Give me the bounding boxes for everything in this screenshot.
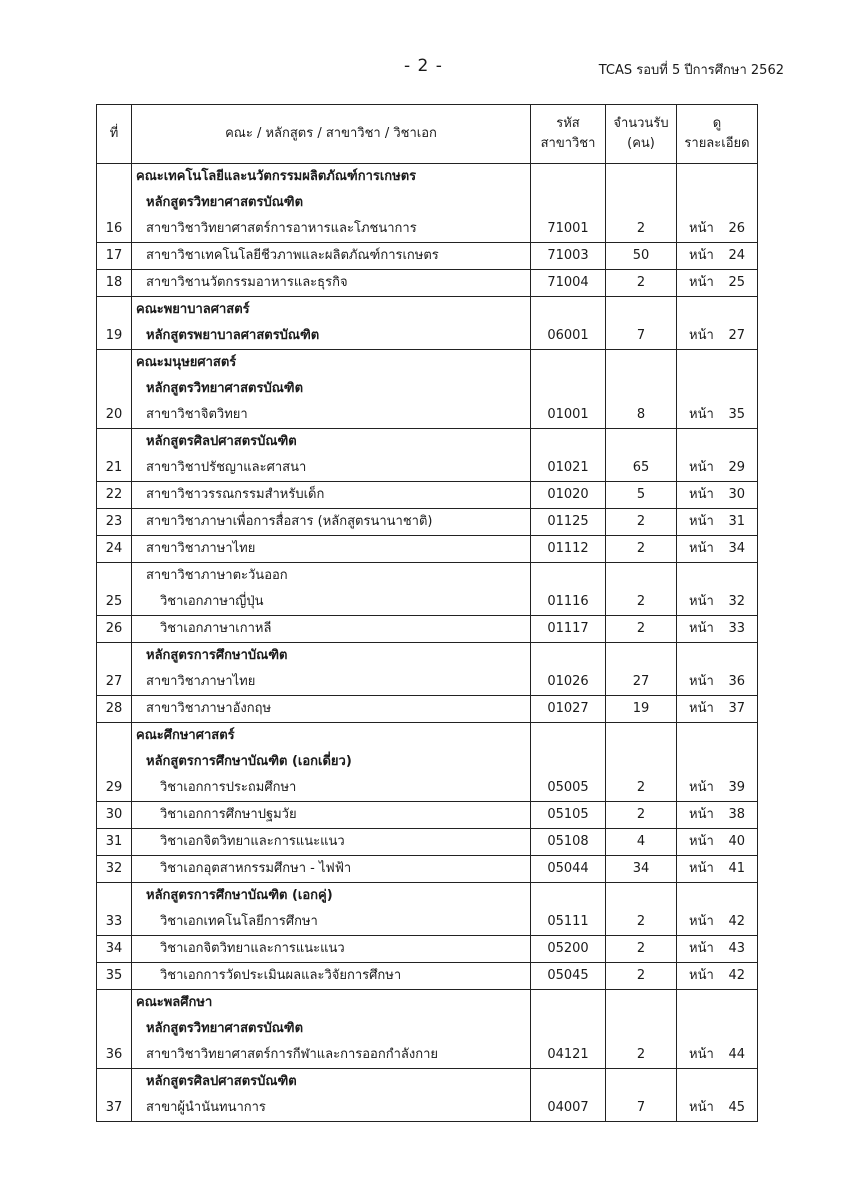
detail-page [677,536,758,563]
major-code: 01020 [531,482,606,509]
page-label: หน้า [689,514,714,529]
detail-page [677,616,758,643]
row-number: 37 [97,1095,132,1122]
major-name: สาขาวิชาจิตวิทยา [132,402,531,429]
header-seats-line1: จำนวนรับ [613,116,669,131]
detail-page [677,429,758,456]
row-number: 23 [97,509,132,536]
program-name: หลักสูตรศิลปศาสตรบัณฑิต [132,1069,531,1096]
table-row [97,856,758,883]
detail-page [677,509,758,536]
table-row [97,936,758,963]
major-name: สาขาวิชาภาษาไทย [132,536,531,563]
page-label: หน้า [689,407,714,422]
page-label: หน้า [689,914,714,929]
page-number-ref: 27 [728,328,745,343]
detail-page [677,455,758,482]
row-number: 24 [97,536,132,563]
seat-count [606,1069,677,1096]
page-label: หน้า [689,460,714,475]
table-row [97,243,758,270]
program-row [97,1069,758,1096]
major-code: 71004 [531,270,606,297]
row-number: 32 [97,856,132,883]
row-number [97,164,132,191]
seat-count: 50 [606,243,677,270]
detail-page [677,936,758,963]
table-row [97,1095,758,1122]
page-label: หน้า [689,941,714,956]
row-number: 19 [97,323,132,350]
table-row [97,270,758,297]
row-number: 34 [97,936,132,963]
major-code [531,723,606,750]
table-row [97,802,758,829]
seat-count [606,563,677,590]
seat-count [606,164,677,191]
major-name: สาขาวิชาวิทยาศาสตร์การกีฬาและการออกกำลังกาย [132,1042,531,1069]
seat-count [606,990,677,1017]
seat-count: 7 [606,1095,677,1122]
detail-page [677,350,758,377]
row-number: 33 [97,909,132,936]
program-row [97,563,758,590]
row-number: 22 [97,482,132,509]
major-code: 04007 [531,1095,606,1122]
detail-page [677,270,758,297]
header-detail [677,105,758,164]
faculty-name: คณะเทคโนโลยีและนวัตกรรมผลิตภัณฑ์การเกษตร [132,164,531,191]
seat-count [606,297,677,324]
faculty-row [97,297,758,324]
seat-count: 8 [606,402,677,429]
row-number [97,429,132,456]
table-row [97,509,758,536]
seat-count: 2 [606,802,677,829]
major-code: 05200 [531,936,606,963]
seat-count: 5 [606,482,677,509]
page-label: หน้า [689,541,714,556]
row-number: 27 [97,669,132,696]
major-code: 71003 [531,243,606,270]
detail-page [677,696,758,723]
seat-count [606,376,677,402]
program-name: หลักสูตรวิทยาศาสตรบัณฑิต [132,376,531,402]
program-name: หลักสูตรการศึกษาบัณฑิต (เอกคู่) [132,883,531,910]
program-table [96,104,758,1122]
row-number: 18 [97,270,132,297]
header-code-line1: รหัส [556,116,580,131]
seat-count: 2 [606,775,677,802]
program-row [97,749,758,775]
faculty-name: คณะมนุษยศาสตร์ [132,350,531,377]
page-number-ref: 35 [728,407,745,422]
major-name: วิชาเอกการประถมศึกษา [132,775,531,802]
row-number [97,1069,132,1096]
detail-page [677,1042,758,1069]
row-number: 28 [97,696,132,723]
seat-count: 2 [606,616,677,643]
detail-page [677,243,758,270]
page-label: หน้า [689,968,714,983]
table-row [97,536,758,563]
row-number: 16 [97,216,132,243]
major-code: 01125 [531,509,606,536]
page-number-ref: 30 [728,487,745,502]
seat-count [606,723,677,750]
detail-page [677,376,758,402]
faculty-name: คณะพยาบาลศาสตร์ [132,297,531,324]
page-label: หน้า [689,674,714,689]
major-name: สาขาวิชานวัตกรรมอาหารและธุรกิจ [132,270,531,297]
seat-count: 4 [606,829,677,856]
row-number [97,297,132,324]
major-code: 01021 [531,455,606,482]
page-number: - 2 - [404,56,443,76]
page-number-ref: 29 [728,460,745,475]
row-number: 35 [97,963,132,990]
major-code: 01027 [531,696,606,723]
row-number: 20 [97,402,132,429]
seat-count [606,749,677,775]
faculty-row [97,723,758,750]
page-label: หน้า [689,221,714,236]
detail-page [677,643,758,670]
major-name: สาขาวิชาปรัชญาและศาสนา [132,455,531,482]
header-detail-line1: ดู [712,116,722,131]
detail-page [677,829,758,856]
program-row [97,643,758,670]
page-number-ref: 42 [728,914,745,929]
seat-count: 34 [606,856,677,883]
major-code: 05108 [531,829,606,856]
header-no: ที่ [97,105,132,164]
page-label: หน้า [689,807,714,822]
header-code-line2: สาขาวิชา [540,136,596,151]
major-code [531,1016,606,1042]
page-number-ref: 25 [728,275,745,290]
program-row [97,1016,758,1042]
page-number-ref: 32 [728,594,745,609]
major-name: วิชาเอกภาษาญี่ปุ่น [132,589,531,616]
seat-count: 65 [606,455,677,482]
page-label: หน้า [689,780,714,795]
page-number-ref: 24 [728,248,745,263]
major-code: 01112 [531,536,606,563]
table-row [97,323,758,350]
table-row [97,696,758,723]
seat-count [606,350,677,377]
page-number-ref: 43 [728,941,745,956]
faculty-row [97,164,758,191]
seat-count [606,429,677,456]
major-name: สาขาวิชาภาษาไทย [132,669,531,696]
page-number-ref: 34 [728,541,745,556]
table-row [97,589,758,616]
page-label: หน้า [689,701,714,716]
major-code [531,749,606,775]
major-name: สาขาวิชาวิทยาศาสตร์การอาหารและโภชนาการ [132,216,531,243]
program-name: หลักสูตรการศึกษาบัณฑิต [132,643,531,670]
major-name: หลักสูตรพยาบาลศาสตรบัณฑิต [132,323,531,350]
page-label: หน้า [689,275,714,290]
page-number-ref: 41 [728,861,745,876]
page-number-ref: 36 [728,674,745,689]
seat-count: 2 [606,589,677,616]
row-number: 36 [97,1042,132,1069]
page-label: หน้า [689,1047,714,1062]
major-code: 05045 [531,963,606,990]
header-name: คณะ / หลักสูตร / สาขาวิชา / วิชาเอก [132,105,531,164]
table-body [97,164,758,1122]
table-row [97,616,758,643]
major-code: 01001 [531,402,606,429]
detail-page [677,963,758,990]
detail-page [677,775,758,802]
faculty-name: คณะพลศึกษา [132,990,531,1017]
major-code [531,350,606,377]
detail-page [677,190,758,216]
header-seats-line2: (คน) [627,136,655,151]
detail-page [677,1095,758,1122]
header-detail-line2: รายละเอียด [684,136,750,151]
major-code [531,376,606,402]
page-number-ref: 39 [728,780,745,795]
detail-page [677,723,758,750]
program-name: สาขาวิชาภาษาตะวันออก [132,563,531,590]
detail-page [677,856,758,883]
table-row [97,402,758,429]
seat-count: 2 [606,216,677,243]
major-name: สาขาผู้นำนันทนาการ [132,1095,531,1122]
detail-page [677,1016,758,1042]
row-number [97,723,132,750]
page-number-ref: 26 [728,221,745,236]
table-row [97,909,758,936]
major-code: 01117 [531,616,606,643]
detail-page [677,297,758,324]
row-number: 30 [97,802,132,829]
table-row [97,482,758,509]
faculty-row [97,350,758,377]
detail-page [677,669,758,696]
major-code [531,429,606,456]
seat-count: 2 [606,936,677,963]
header-code [531,105,606,164]
major-name: วิชาเอกการวัดประเมินผลและวิจัยการศึกษา [132,963,531,990]
header-seats [606,105,677,164]
major-name: สาขาวิชาภาษาอังกฤษ [132,696,531,723]
seat-count [606,1016,677,1042]
seat-count: 2 [606,509,677,536]
major-name: สาขาวิชาภาษาเพื่อการสื่อสาร (หลักสูตรนานาชาติ) [132,509,531,536]
major-name: สาขาวิชาวรรณกรรมสำหรับเด็ก [132,482,531,509]
seat-count: 2 [606,270,677,297]
row-number: 17 [97,243,132,270]
seat-count: 2 [606,536,677,563]
row-number: 25 [97,589,132,616]
major-code: 71001 [531,216,606,243]
page-label: หน้า [689,594,714,609]
detail-page [677,749,758,775]
major-code: 05005 [531,775,606,802]
seat-count [606,643,677,670]
row-number [97,883,132,910]
page-number-ref: 31 [728,514,745,529]
seat-count: 2 [606,909,677,936]
seat-count: 19 [606,696,677,723]
major-name: วิชาเอกจิตวิทยาและการแนะแนว [132,829,531,856]
page-number-ref: 38 [728,807,745,822]
major-code: 06001 [531,323,606,350]
table-row [97,829,758,856]
page-label: หน้า [689,1100,714,1115]
major-code [531,190,606,216]
detail-page [677,802,758,829]
detail-page [677,402,758,429]
program-row [97,190,758,216]
detail-page [677,164,758,191]
row-number: 26 [97,616,132,643]
major-code [531,164,606,191]
major-name: วิชาเอกจิตวิทยาและการแนะแนว [132,936,531,963]
major-code [531,297,606,324]
faculty-row [97,990,758,1017]
seat-count: 27 [606,669,677,696]
major-name: วิชาเอกการศึกษาปฐมวัย [132,802,531,829]
page-number-ref: 33 [728,621,745,636]
seat-count [606,190,677,216]
seat-count: 2 [606,1042,677,1069]
faculty-name: คณะศึกษาศาสตร์ [132,723,531,750]
major-name: วิชาเอกเทคโนโลยีการศึกษา [132,909,531,936]
detail-page [677,909,758,936]
detail-page [677,216,758,243]
major-code: 01116 [531,589,606,616]
row-number [97,350,132,377]
page-label: หน้า [689,861,714,876]
page-number-ref: 40 [728,834,745,849]
seat-count: 7 [606,323,677,350]
page-label: หน้า [689,621,714,636]
row-number [97,990,132,1017]
detail-page [677,482,758,509]
row-number [97,563,132,590]
detail-page [677,323,758,350]
program-row [97,376,758,402]
detail-page [677,990,758,1017]
row-number [97,1016,132,1042]
program-row [97,883,758,910]
major-code: 05105 [531,802,606,829]
major-code: 01026 [531,669,606,696]
major-code: 05111 [531,909,606,936]
program-row [97,429,758,456]
page-number-ref: 42 [728,968,745,983]
row-number [97,376,132,402]
major-code [531,883,606,910]
major-code: 04121 [531,1042,606,1069]
page-number-ref: 45 [728,1100,745,1115]
document-title: TCAS รอบที่ 5 ปีการศึกษา 2562 [598,63,784,78]
row-number: 21 [97,455,132,482]
major-code [531,1069,606,1096]
major-code: 05044 [531,856,606,883]
table-row [97,775,758,802]
table-row [97,1042,758,1069]
major-name: สาขาวิชาเทคโนโลยีชีวภาพและผลิตภัณฑ์การเกษตร [132,243,531,270]
page-label: หน้า [689,834,714,849]
page-number-ref: 44 [728,1047,745,1062]
row-number [97,643,132,670]
table-row [97,216,758,243]
program-name: หลักสูตรศิลปศาสตรบัณฑิต [132,429,531,456]
detail-page [677,883,758,910]
table-row [97,669,758,696]
table-row [97,455,758,482]
major-name: วิชาเอกอุตสาหกรรมศึกษา - ไฟฟ้า [132,856,531,883]
row-number: 31 [97,829,132,856]
program-name: หลักสูตรวิทยาศาสตรบัณฑิต [132,1016,531,1042]
detail-page [677,563,758,590]
table-header-row [97,105,758,164]
detail-page [677,1069,758,1096]
table-row [97,963,758,990]
detail-page [677,589,758,616]
page-label: หน้า [689,248,714,263]
major-code [531,990,606,1017]
row-number: 29 [97,775,132,802]
page-number-ref: 37 [728,701,745,716]
major-code [531,643,606,670]
page-label: หน้า [689,328,714,343]
major-name: วิชาเอกภาษาเกาหลี [132,616,531,643]
page-label: หน้า [689,487,714,502]
program-name: หลักสูตรวิทยาศาสตรบัณฑิต [132,190,531,216]
seat-count: 2 [606,963,677,990]
major-code [531,563,606,590]
program-name: หลักสูตรการศึกษาบัณฑิต (เอกเดี่ยว) [132,749,531,775]
row-number [97,749,132,775]
row-number [97,190,132,216]
seat-count [606,883,677,910]
